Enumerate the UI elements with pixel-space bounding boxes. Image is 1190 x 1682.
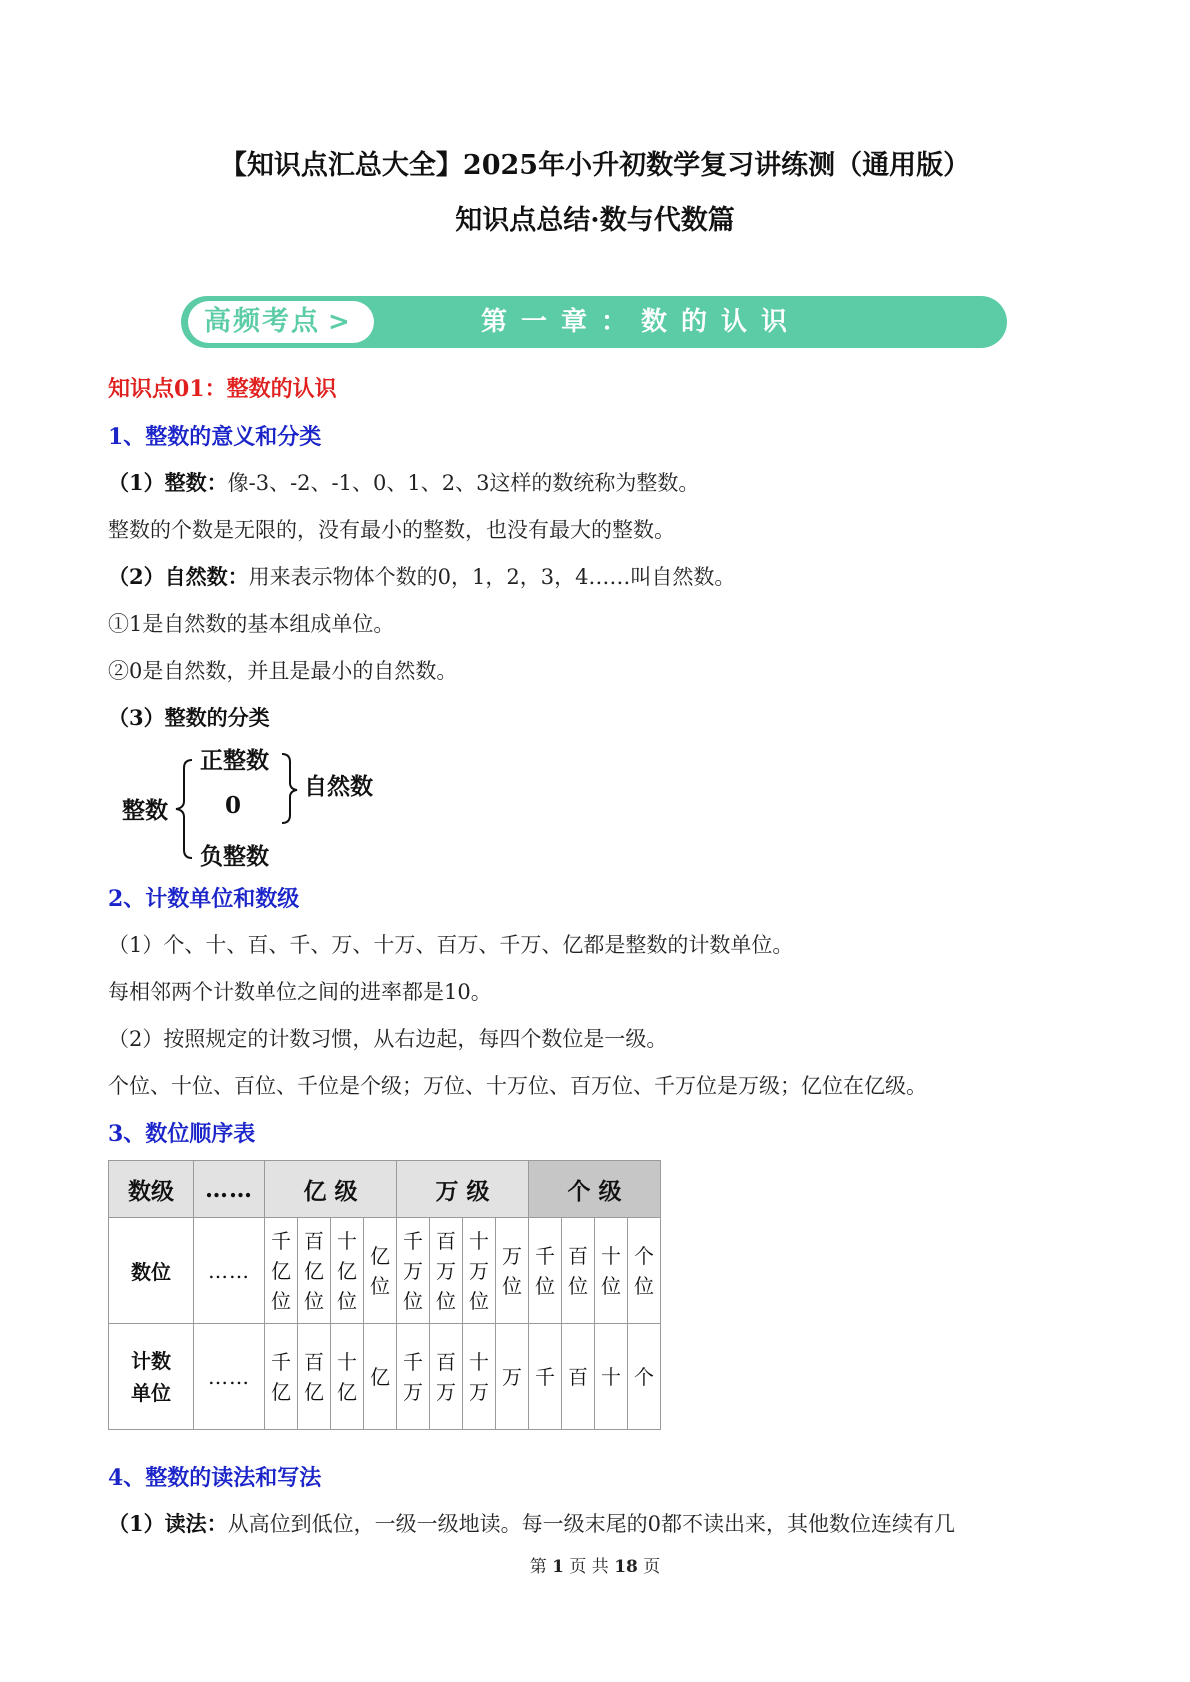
section-heading-3: 3、数位顺序表 <box>108 1121 256 1147</box>
place-cell: 十 位 <box>595 1218 628 1324</box>
left-brace <box>176 760 192 858</box>
knowledge-point-heading: 知识点01：整数的认识 <box>108 376 337 402</box>
footer-post: 页 <box>643 1557 661 1577</box>
unit-cell: 万 <box>496 1324 529 1430</box>
document-title: 【知识点汇总大全】2025年小升初数学复习讲练测（通用版） <box>219 150 971 181</box>
right-brace <box>282 754 297 823</box>
unit-cell: 千 亿 <box>265 1324 298 1430</box>
chevron-right-icon: > <box>328 307 352 337</box>
section-heading-2: 2、计数单位和数级 <box>108 886 300 912</box>
place-cell: 万 位 <box>496 1218 529 1324</box>
place-value-table <box>108 1160 661 1430</box>
unit-cell: 十 万 <box>463 1324 496 1430</box>
chapter-banner <box>181 296 1007 348</box>
reading-rule-text: 从高位到低位，一级一级地读。每一级末尾的0都不读出来，其他数位连续有几 <box>227 1512 955 1536</box>
tree-negative-integer: 负整数 <box>200 843 269 870</box>
place-cell: 千 位 <box>529 1218 562 1324</box>
place-cell: 十 万 位 <box>463 1218 496 1324</box>
place-cell: 百 亿 位 <box>298 1218 331 1324</box>
row-label-places: 数位 <box>109 1218 194 1324</box>
paragraph-grouping: （2）按照规定的计数习惯，从右边起，每四个数位是一级。 <box>108 1027 668 1051</box>
header-cell-ellipsis: …… <box>194 1161 265 1218</box>
place-cell: 千 万 位 <box>397 1218 430 1324</box>
footer-mid: 页 共 <box>569 1557 609 1577</box>
row-label-units-text: 计数单位 <box>131 1348 171 1405</box>
term-reading: （1）读法： <box>108 1511 228 1536</box>
term-integer: （1）整数： <box>108 470 228 495</box>
footer-pre: 第 <box>529 1557 547 1577</box>
unit-cell: 亿 <box>364 1324 397 1430</box>
integer-classification-diagram <box>108 740 428 870</box>
paragraph-counting-units: （1）个、十、百、千、万、十万、百万、千万、亿都是整数的计数单位。 <box>108 933 794 957</box>
place-cell: 千 亿 位 <box>265 1218 298 1324</box>
paragraph-point-2: ②0是自然数，并且是最小的自然数。 <box>108 659 458 683</box>
unit-cell: 百 万 <box>430 1324 463 1430</box>
tree-natural-number-label: 自然数 <box>304 773 373 800</box>
page-footer <box>0 1552 1190 1577</box>
header-cell-yi-level: 亿 级 <box>265 1161 397 1218</box>
unit-cell: 百 亿 <box>298 1324 331 1430</box>
place-cell: 个 位 <box>628 1218 661 1324</box>
paragraph-classification-title <box>108 702 270 732</box>
footer-page-number: 1 <box>552 1557 564 1577</box>
tree-positive-integer: 正整数 <box>200 747 269 774</box>
paragraph-integer-infinite: 整数的个数是无限的，没有最小的整数，也没有最大的整数。 <box>108 518 675 542</box>
footer-total-pages: 18 <box>614 1557 638 1577</box>
paragraph-ratio: 每相邻两个计数单位之间的进率都是10。 <box>108 980 492 1004</box>
tree-zero: 0 <box>225 792 242 819</box>
row-label-units <box>109 1324 194 1430</box>
unit-cell: 个 <box>628 1324 661 1430</box>
banner-tag <box>188 301 374 343</box>
place-cell: 百 位 <box>562 1218 595 1324</box>
places-ellipsis: …… <box>194 1218 265 1324</box>
unit-cell: 千 <box>529 1324 562 1430</box>
place-cell: 百 万 位 <box>430 1218 463 1324</box>
header-cell-ge-level: 个 级 <box>529 1161 661 1218</box>
term-natural-number: （2）自然数： <box>108 564 249 589</box>
unit-cell: 十 亿 <box>331 1324 364 1430</box>
unit-cell: 十 <box>595 1324 628 1430</box>
natural-number-text: 用来表示物体个数的0，1，2，3，4……叫自然数。 <box>248 565 736 589</box>
section-heading-1: 1、整数的意义和分类 <box>108 424 322 450</box>
paragraph-point-1: ①1是自然数的基本组成单位。 <box>108 612 395 636</box>
paragraph-integer-definition <box>108 467 699 497</box>
place-cell: 十 亿 位 <box>331 1218 364 1324</box>
banner-tag-label: 高频考点 <box>204 306 320 337</box>
banner-chapter-title: 第一章：数的认识 <box>481 307 802 337</box>
header-cell-wan-level: 万 级 <box>397 1161 529 1218</box>
place-cell: 亿 位 <box>364 1218 397 1324</box>
table-row-units <box>109 1324 661 1430</box>
unit-cell: 千 万 <box>397 1324 430 1430</box>
table-header-row <box>109 1161 661 1218</box>
header-cell-level: 数级 <box>109 1161 194 1218</box>
paragraph-reading-rule <box>108 1508 955 1538</box>
table-row-places <box>109 1218 661 1324</box>
paragraph-natural-number <box>108 561 735 591</box>
units-ellipsis: …… <box>194 1324 265 1430</box>
integer-definition-text: 像-3、-2、-1、0、1、2、3这样的数统称为整数。 <box>227 471 700 495</box>
classification-title: （3）整数的分类 <box>108 705 270 730</box>
tree-root-integer: 整数 <box>122 797 168 824</box>
document-subtitle: 知识点总结·数与代数篇 <box>455 205 735 236</box>
paragraph-levels: 个位、十位、百位、千位是个级；万位、十万位、百万位、千万位是万级；亿位在亿级。 <box>108 1074 927 1098</box>
unit-cell: 百 <box>562 1324 595 1430</box>
section-heading-4: 4、整数的读法和写法 <box>108 1465 322 1491</box>
